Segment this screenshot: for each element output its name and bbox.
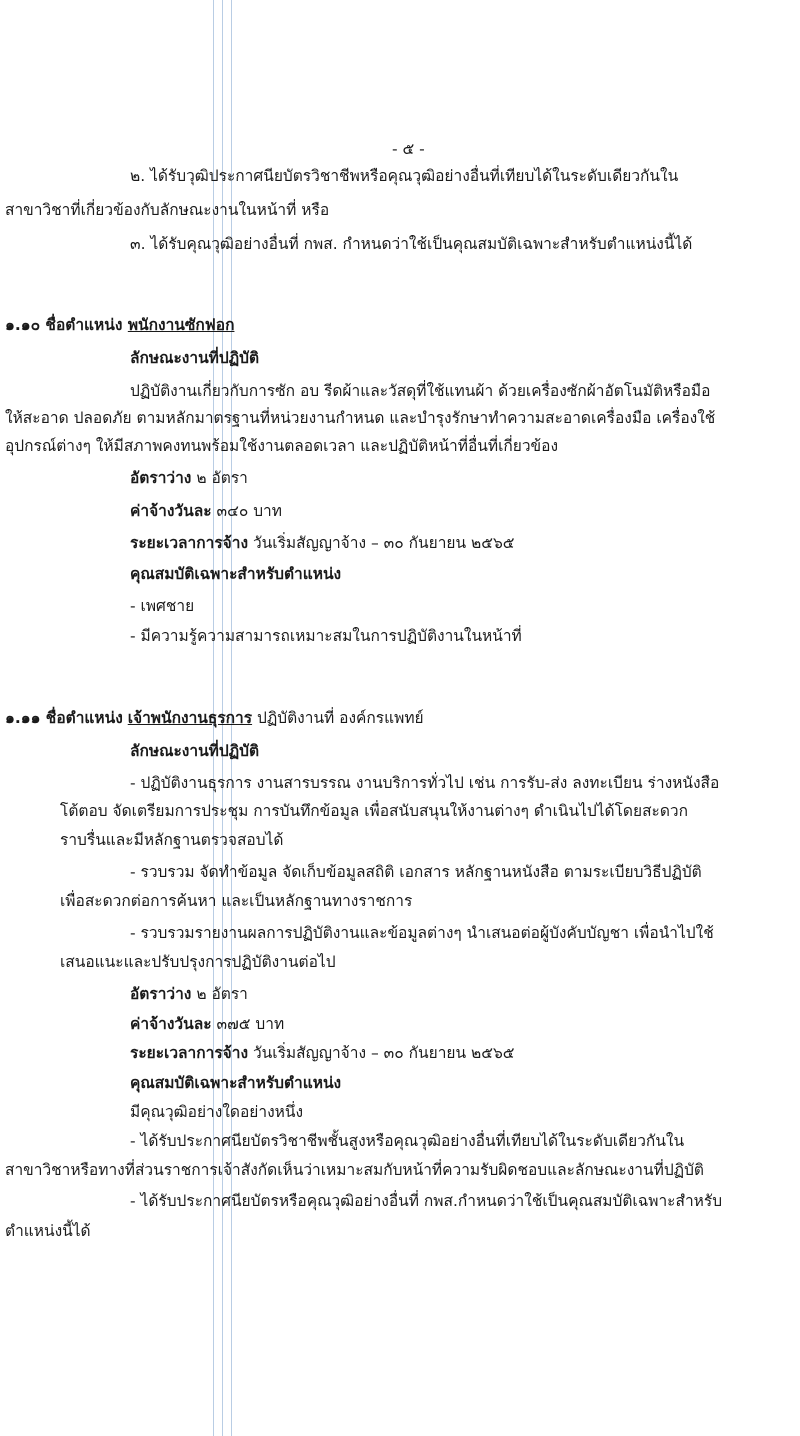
paragraph-2-line-2: สาขาวิชาที่เกี่ยวข้องกับลักษณะงานในหน้าที่ หรือ bbox=[5, 201, 330, 219]
duty-line-3: อุปกรณ์ต่างๆ ให้มีสภาพคงทนพร้อมใช้งานตลอดเวลา และปฏิบัติหน้าที่อื่นที่เกี่ยวข้อง bbox=[5, 437, 559, 455]
wage-label: ค่าจ้างวันละ bbox=[130, 1015, 212, 1033]
period-row bbox=[130, 1042, 515, 1064]
duty-3-line-2: เสนอแนะและปรับปรุงการปฏิบัติงานต่อไป bbox=[60, 953, 336, 971]
vacancy-value: ๒ อัตรา bbox=[196, 985, 248, 1003]
heading-suffix: ปฏิบัติงานที่ องค์กรแพทย์ bbox=[257, 709, 424, 727]
period-label: ระยะเวลาการจ้าง bbox=[130, 1044, 249, 1062]
qualification-intro: มีคุณวุฒิอย่างใดอย่างหนึ่ง bbox=[130, 1103, 304, 1121]
duty-3-line-1: - รวบรวมรายงานผลการปฏิบัติงานและข้อมูลต่างๆ นำเสนอต่อผู้บังคับบัญชา เพื่อนำไปใช้ bbox=[130, 924, 714, 942]
period-label: ระยะเวลาการจ้าง bbox=[130, 534, 249, 552]
duty-1-line-2: โต้ตอบ จัดเตรียมการประชุม การบันทึกข้อมูล เพื่อสนับสนุนให้งานต่างๆ ดำเนินไปได้โดยสะดวก bbox=[60, 802, 689, 820]
duty-line-1: ปฏิบัติงานเกี่ยวกับการซัก อบ รีดผ้าและวัสดุที่ใช้แทนผ้า ด้วยเครื่องซักผ้าอัตโนมัติหรือมือ bbox=[130, 382, 711, 400]
paragraph-3-line-1: ๓. ได้รับคุณวุฒิอย่างอื่นที่ กพส. กำหนดว่าใช้เป็นคุณสมบัติเฉพาะสำหรับตำแหน่งนี้ได้ bbox=[130, 235, 693, 253]
wage-value: ๓๗๕ บาท bbox=[216, 1015, 285, 1033]
qualification-2-line-1: - ได้รับประกาศนียบัตรหรือคุณวุฒิอย่างอื่นที่ กพส.กำหนดว่าใช้เป็นคุณสมบัติเฉพาะสำหรับ bbox=[130, 1192, 723, 1210]
vacancy-row bbox=[130, 983, 248, 1005]
qualification-title: คุณสมบัติเฉพาะสำหรับตำแหน่ง bbox=[130, 565, 342, 583]
heading-prefix: ๑.๑๐ ชื่อตำแหน่ง bbox=[5, 316, 123, 334]
wage-row bbox=[130, 1013, 284, 1035]
period-value: วันเริ่มสัญญาจ้าง – ๓๐ กันยายน ๒๕๖๕ bbox=[252, 534, 515, 552]
duty-1-line-3: ราบรื่นและมีหลักฐานตรวจสอบได้ bbox=[60, 831, 284, 849]
section-1-10-heading bbox=[5, 314, 234, 336]
section-1-11-heading bbox=[5, 707, 424, 729]
vacancy-value: ๒ อัตรา bbox=[196, 469, 248, 487]
qualification-2-line-2: ตำแหน่งนี้ได้ bbox=[5, 1222, 91, 1240]
qualification-1-line-2: สาขาวิชาหรือทางที่ส่วนราชการเจ้าสังกัดเห็นว่าเหมาะสมกับหน้าที่ความรับผิดชอบและลักษณะงานที่ปฏิบัติ bbox=[5, 1161, 704, 1179]
duties-title: ลักษณะงานที่ปฏิบัติ bbox=[130, 349, 260, 367]
position-name: เจ้าพนักงานธุรการ bbox=[127, 709, 253, 727]
position-name: พนักงานซักฟอก bbox=[127, 316, 235, 334]
vacancy-label: อัตราว่าง bbox=[130, 985, 192, 1003]
vacancy-row bbox=[130, 467, 248, 489]
duties-title: ลักษณะงานที่ปฏิบัติ bbox=[130, 742, 260, 760]
qualification-title: คุณสมบัติเฉพาะสำหรับตำแหน่ง bbox=[130, 1074, 342, 1092]
page-number: - ๕ - bbox=[392, 140, 425, 158]
wage-label: ค่าจ้างวันละ bbox=[130, 502, 212, 520]
duty-1-line-1: - ปฏิบัติงานธุรการ งานสารบรรณ งานบริการทั่วไป เช่น การรับ-ส่ง ลงทะเบียน ร่างหนังสือ bbox=[130, 774, 720, 792]
wage-value: ๓๔๐ บาท bbox=[216, 502, 282, 520]
vacancy-label: อัตราว่าง bbox=[130, 469, 192, 487]
duty-line-2: ให้สะอาด ปลอดภัย ตามหลักมาตรฐานที่หน่วยงานกำหนด และบำรุงรักษาทำความสะอาดเครื่องมือ เครื่องใช้ bbox=[5, 409, 716, 427]
period-value: วันเริ่มสัญญาจ้าง – ๓๐ กันยายน ๒๕๖๕ bbox=[252, 1044, 515, 1062]
duty-2-line-2: เพื่อสะดวกต่อการค้นหา และเป็นหลักฐานทางราชการ bbox=[60, 892, 413, 910]
heading-prefix: ๑.๑๑ ชื่อตำแหน่ง bbox=[5, 709, 123, 727]
qualification-1-line-1: - ได้รับประกาศนียบัตรวิชาชีพชั้นสูงหรือคุณวุฒิอย่างอื่นที่เทียบได้ในระดับเดียวกันใน bbox=[130, 1132, 685, 1150]
period-row bbox=[130, 532, 515, 554]
wage-row bbox=[130, 500, 282, 522]
duty-2-line-1: - รวบรวม จัดทำข้อมูล จัดเก็บข้อมูลสถิติ เอกสาร หลักฐานหนังสือ ตามระเบียบวิธีปฏิบัติ bbox=[130, 863, 702, 881]
qualification-item: - เพศชาย bbox=[130, 597, 195, 615]
qualification-item: - มีความรู้ความสามารถเหมาะสมในการปฏิบัติงานในหน้าที่ bbox=[130, 627, 522, 645]
paragraph-2-line-1: ๒. ได้รับวุฒิประกาศนียบัตรวิชาชีพหรือคุณวุฒิอย่างอื่นที่เทียบได้ในระดับเดียวกันใน bbox=[130, 167, 679, 185]
